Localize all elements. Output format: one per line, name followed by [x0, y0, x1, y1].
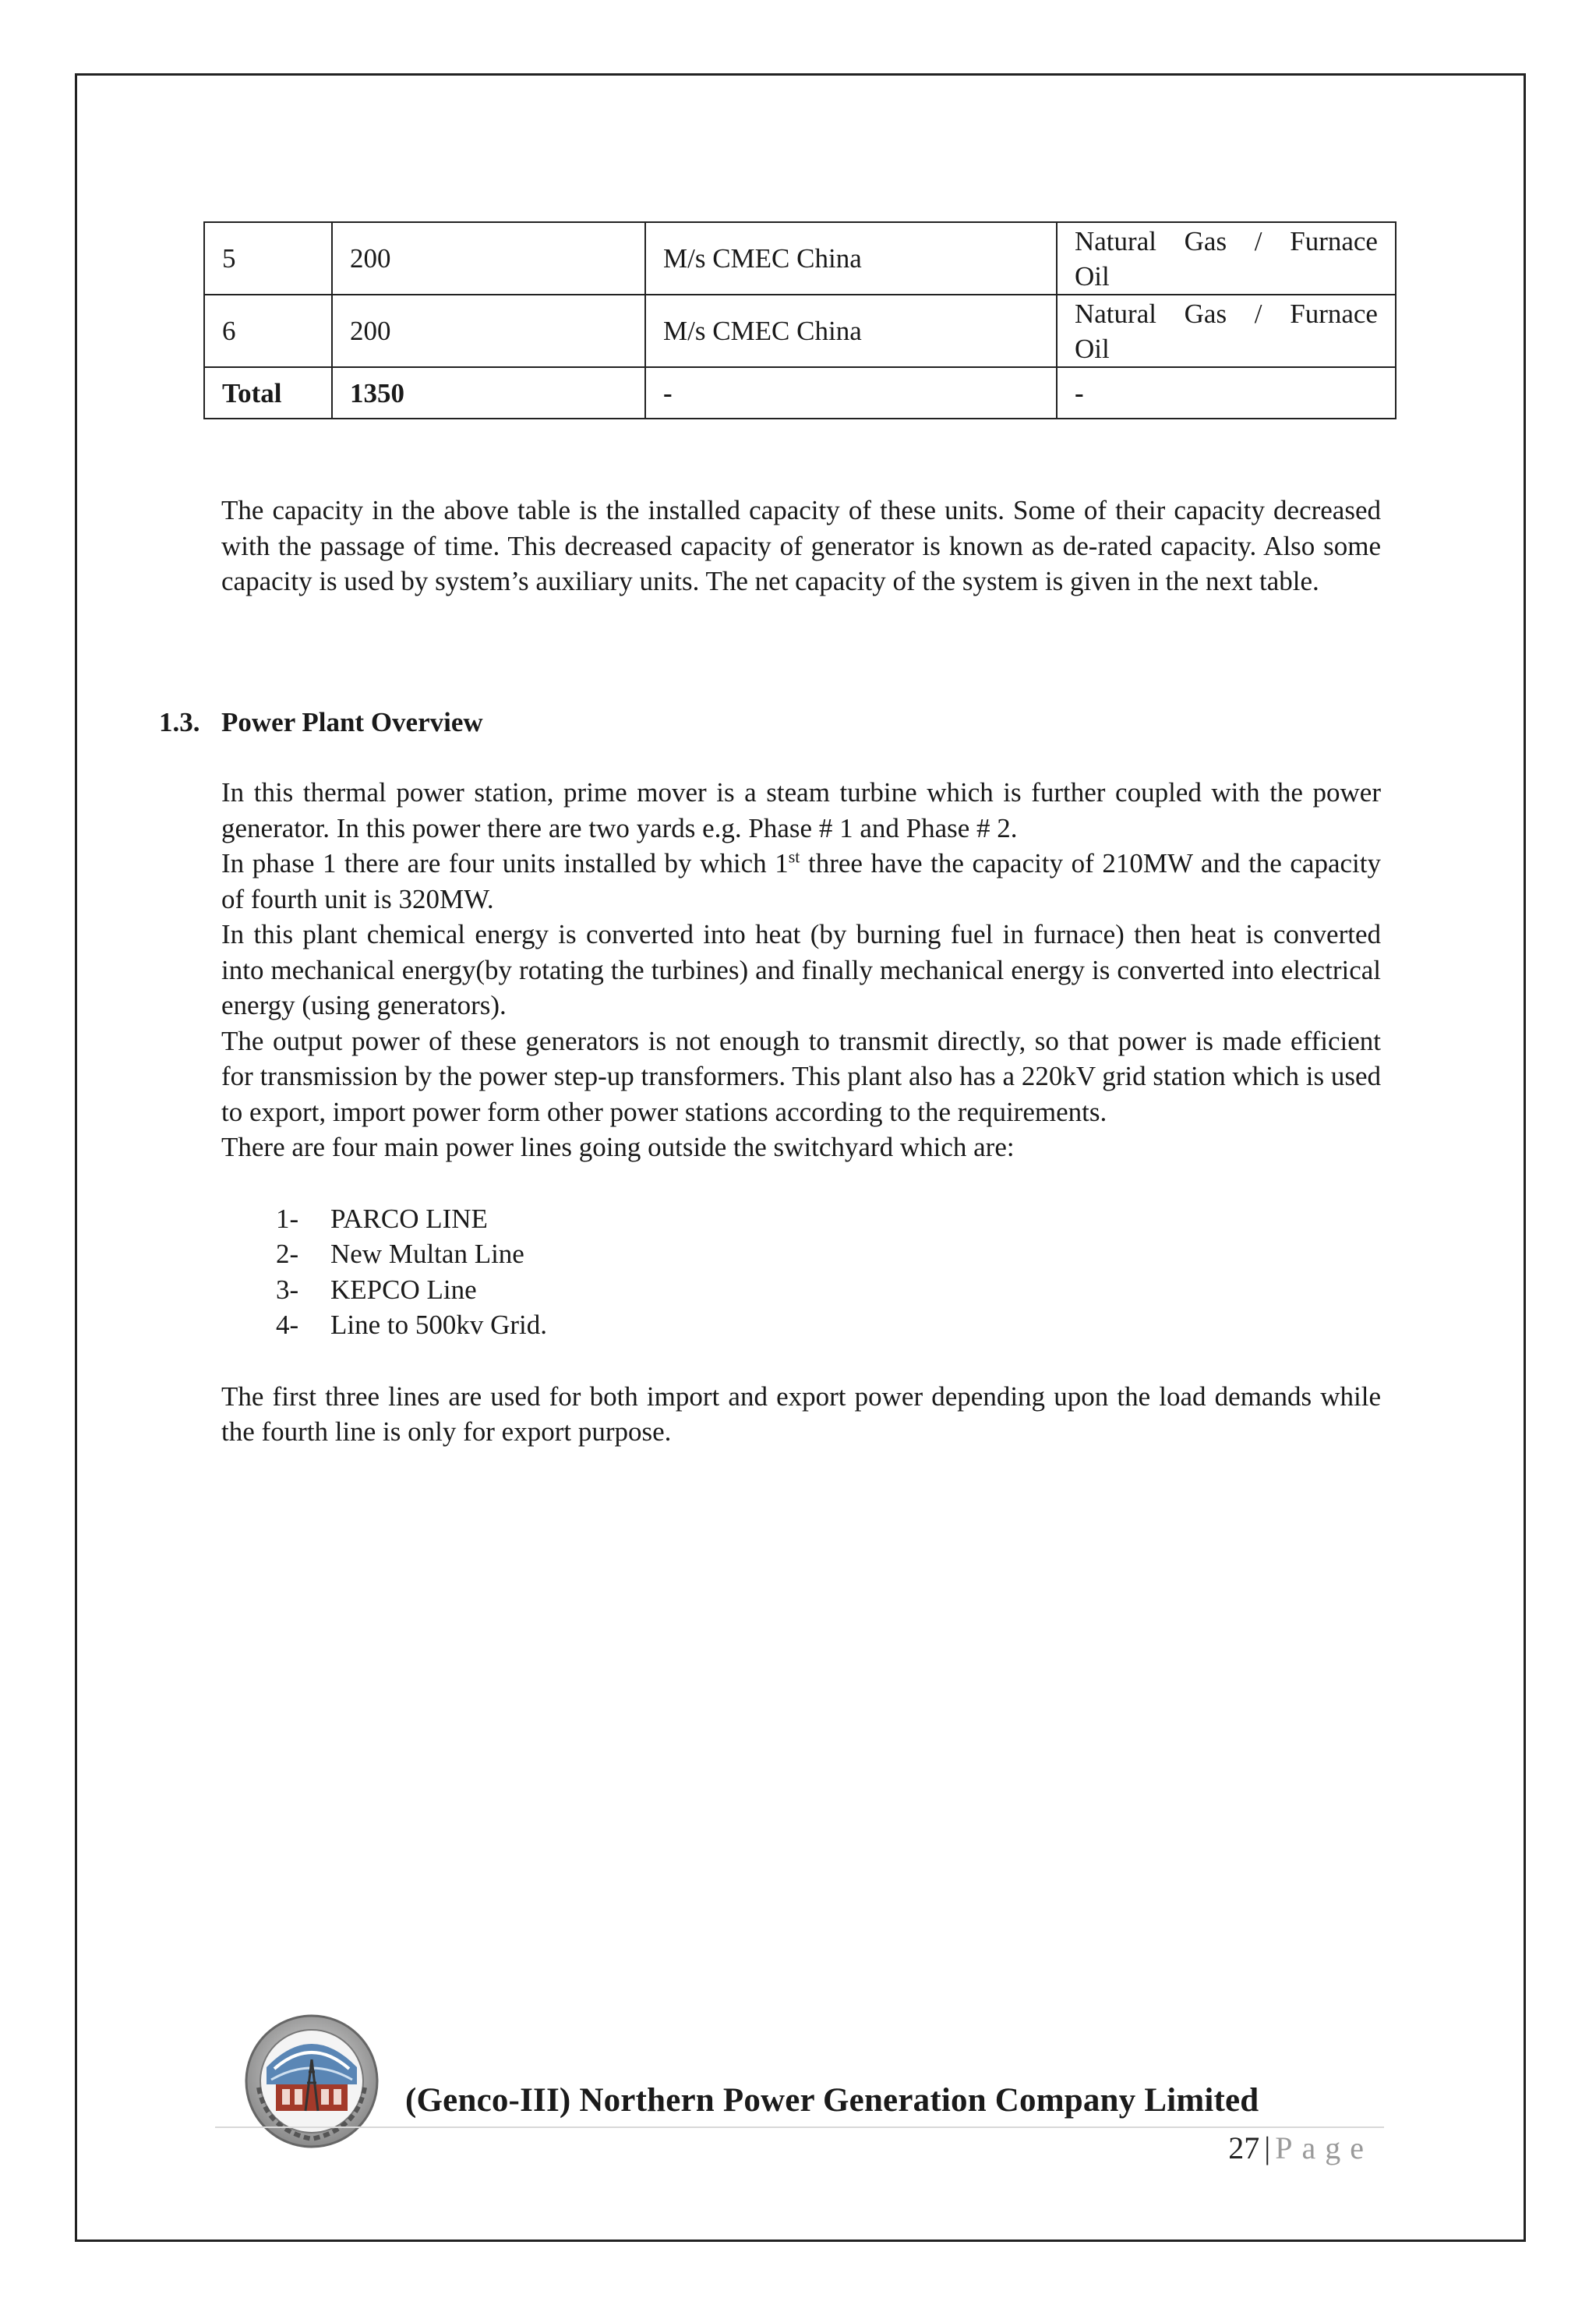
unit-cell: 6	[204, 295, 332, 367]
superscript: st	[788, 847, 800, 867]
fuel-word: Gas	[1184, 225, 1227, 256]
fuel-word: Oil	[1075, 333, 1110, 364]
fuel-word: Natural	[1075, 298, 1156, 329]
page-number	[1228, 2130, 1373, 2166]
capacity-cell: 200	[332, 295, 645, 367]
list-number: 3-	[276, 1274, 299, 1305]
fuel-word: Natural	[1075, 225, 1156, 256]
list-item	[276, 1201, 1381, 1237]
footer-divider	[215, 2126, 1384, 2128]
table-row	[204, 295, 1396, 367]
total-label-cell: Total	[204, 367, 332, 419]
unit-cell: 5	[204, 222, 332, 295]
intro-text: The capacity in the above table is the installed capacity of these units. Some of their capacity decreased with the passage of time. This decreased capacity of generator is known as de-rated capacity. Also some capacity is used by system’s auxiliary units. The net capacity of the system is given in the next table.	[221, 495, 1381, 596]
overview-paragraph: The first three lines are used for both import and export power depending upon the load demands while the fourth line is only for export purpose.	[221, 1380, 1381, 1447]
fuel-cell	[1057, 222, 1396, 295]
overview-paragraph: In this plant chemical energy is converted into heat (by burning fuel in furnace) then heat is converted into mechanical energy(by rotating the turbines) and finally mechanical energy is converted into electrical energy (using generators).	[221, 919, 1381, 1020]
supplier-cell: M/s CMEC China	[645, 295, 1057, 367]
total-capacity-cell: 1350	[332, 367, 645, 419]
list-number: 1-	[276, 1203, 299, 1234]
generation-units-table	[203, 221, 1396, 419]
list-label: New Multan Line	[330, 1239, 524, 1269]
footer-company-name: (Genco-III) Northern Power Generation Company Limited	[405, 2082, 1259, 2119]
fuel-word: /	[1254, 225, 1262, 256]
fuel-word: Furnace	[1290, 225, 1378, 256]
section-heading	[159, 705, 483, 740]
overview-body	[221, 775, 1381, 1450]
list-label: KEPCO Line	[330, 1274, 477, 1305]
overview-paragraph: There are four main power lines going outside the switchyard which are:	[221, 1132, 1015, 1162]
fuel-word: Furnace	[1290, 298, 1378, 329]
total-fuel-cell: -	[1057, 367, 1396, 419]
list-number: 4-	[276, 1310, 299, 1340]
list-label: PARCO LINE	[330, 1203, 488, 1234]
overview-paragraph	[221, 846, 1381, 917]
overview-paragraph: The output power of these generators is not enough to transmit directly, so that power is made efficient for transmission by the power step-up transformers. This plant also has a 220kV grid station which is used to export, import power form other power stations according to the requirements.	[221, 1025, 1381, 1127]
list-item	[276, 1307, 1381, 1343]
fuel-cell	[1057, 295, 1396, 367]
company-seal-logo-icon	[243, 2013, 380, 2150]
section-number: 1.3.	[159, 707, 200, 737]
intro-paragraph	[221, 493, 1381, 599]
list-item	[276, 1272, 1381, 1308]
list-number: 2-	[276, 1239, 299, 1269]
fuel-word: /	[1254, 298, 1262, 329]
fuel-word: Gas	[1184, 298, 1227, 329]
total-supplier-cell: -	[645, 367, 1057, 419]
table-total-row	[204, 367, 1396, 419]
list-item	[276, 1236, 1381, 1272]
page-number-value: 27	[1228, 2130, 1260, 2165]
overview-text: In phase 1 there are four units installed by which 1	[221, 848, 789, 878]
table-row	[204, 222, 1396, 295]
capacity-cell: 200	[332, 222, 645, 295]
page-separator: |	[1264, 2130, 1271, 2165]
overview-text: three have the capacity of 210MW and the capacity of fourth unit is 320MW.	[221, 848, 1381, 914]
supplier-cell: M/s CMEC China	[645, 222, 1057, 295]
section-title: Power Plant Overview	[221, 707, 483, 737]
overview-paragraph: In this thermal power station, prime mover is a steam turbine which is further coupled with the power generator. In this power there are two yards e.g. Phase # 1 and Phase # 2.	[221, 777, 1381, 843]
page-word: Page	[1275, 2130, 1373, 2165]
list-label: Line to 500kv Grid.	[330, 1310, 548, 1340]
power-lines-list	[221, 1201, 1381, 1343]
fuel-word: Oil	[1075, 260, 1110, 292]
